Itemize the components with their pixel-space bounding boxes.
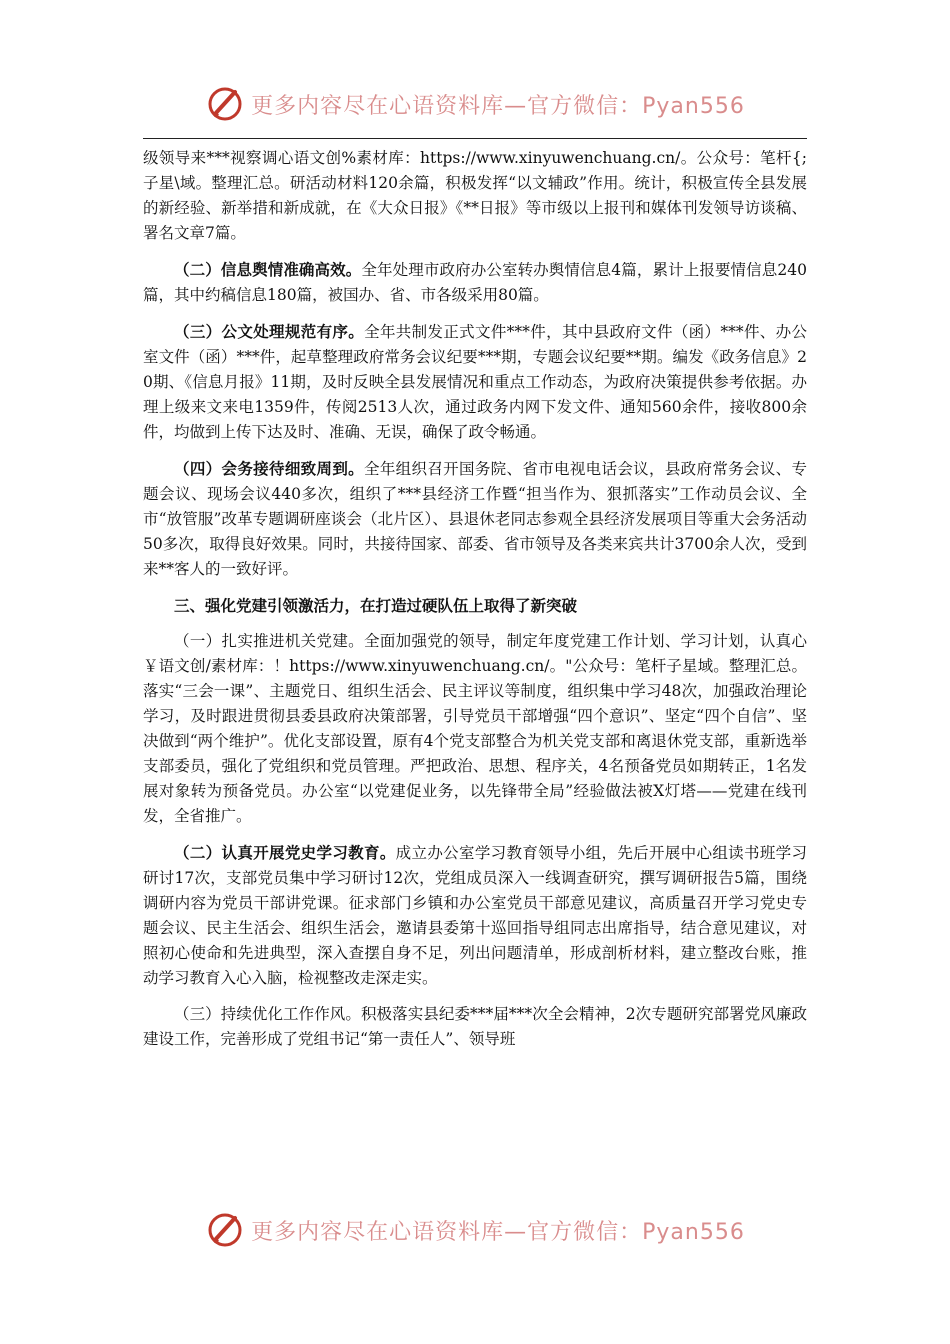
paragraph-lead: （二）信息舆情准确高效。 (174, 260, 362, 279)
paragraph-lead: （二）认真开展党史学习教育。 (174, 843, 396, 862)
paragraph-document-handling (143, 319, 807, 445)
paragraph-text: （一）扎实推进机关党建。全面加强党的领导，制定年度党建工作计划、学习计划，认真心￥语文创/素材库：！https://www.xinyuwenchuang.cn/。"公众号：笔杆子星域。整理汇总。落实“三会一课”、主题党日、组织生活会、民主评议等制度，组织集中学习48次，加强政治理论学习，及时跟进贯彻县委县政府决策部署，引导党员干部增强“四个意识”、坚定“四个自信”、坚决做到“两个维护”。优化支部设置，原有4个党支部整合为机关党支部和离退休党支部，重新选举支部委员，强化了党组织和党员管理。严把政治、思想、程序关，4名预备党员如期转正，1名发展对象转为预备党员。办公室“以党建促业务，以先锋带全局”经验做法被X灯塔——党建在线刊发，全省推广。 (143, 632, 807, 825)
paragraph-continuation (143, 146, 807, 246)
paragraph-info-public-opinion (143, 257, 807, 308)
paragraph-text: 成立办公室学习教育领导小组，先后开展中心组读书班学习研讨17次，支部党员集中学习研讨12次，党组成员深入一线调查研究，撰写调研报告5篇，围绕调研内容为党员干部讲党课。征求部门乡镇和办公室党员干部意见建议，高质量召开学习党史专题会议、民主生活会、组织生活会，邀请县委第十巡回指导组同志出席指导，结合意见建议，对照初心使命和先进典型，深入查摆自身不足，列出问题清单，形成剖析材料，建立整改台账，推动学习教育入心入脑，检视整改走深走实。 (143, 844, 807, 987)
paragraph-meeting-reception (143, 456, 807, 582)
section-heading: 三、强化党建引领激活力，在打造过硬队伍上取得了新突破 (174, 596, 578, 615)
paragraph-text: 全年共制发正式文件***件，其中县政府文件（函）***件、办公室文件（函）***件，起草整理政府常务会议纪要***期，专题会议纪要**期。编发《政务信息》20期、《信息月报》11期，及时反映全县发展情况和重点工作动态，为政府决策提供参考依据。办理上级来文来电1359件，传阅2513人次，通过政务内网下发文件、通知560余件，接收800余件，均做到上传下达及时、准确、无误，确保了政令畅通。 (143, 323, 807, 441)
paragraph-text: 全年处理市政府办公室转办舆情信息4篇，累计上报要情信息240篇，其中约稿信息180篇，被国办、省、市各级采用80篇。 (143, 261, 807, 304)
header-banner-text: 更多内容尽在心语资料库—官方微信：Pyan556 (251, 93, 745, 119)
paragraph-text: 全年组织召开国务院、省市电视电话会议，县政府常务会议、专题会议、现场会议440多次，组织了***县经济工作暨“担当作为、狠抓落实”工作动员会议、全市“放管服”改革专题调研座谈会（北片区）、县退休老同志参观全县经济发展项目等重大会务活动50多次，取得良好效果。同时，共接待国家、部委、省市领导及各类来宾共计3700余人次，受到来**客人的一致好评。 (143, 460, 807, 578)
paragraph-text: 级领导来***视察调心语文创%素材库：https://www.xinyuwenchuang.cn/。公众号：笔杆{;子星\域。整理汇总。研活动材料120余篇，积极发挥“以文辅政”作用。统计，积极宣传全县发展的新经验、新举措和新成就，在《大众日报》《**日报》等市级以上报刊和媒体刊发领导访谈稿、署名文章7篇。 (143, 149, 807, 242)
paragraph-lead: （四）会务接待细致周到。 (174, 459, 364, 478)
header-banner (0, 80, 950, 128)
document-body (143, 146, 807, 1063)
paragraph-party-history (143, 840, 807, 991)
paragraph-party-building (143, 629, 807, 829)
paragraph-work-style (143, 1002, 807, 1052)
pen-logo-icon (205, 84, 245, 124)
paragraph-lead: （三）公文处理规范有序。 (174, 322, 365, 341)
pen-logo-icon (205, 1210, 245, 1250)
header-divider (143, 138, 807, 139)
footer-banner (0, 1206, 950, 1254)
footer-banner-text: 更多内容尽在心语资料库—官方微信：Pyan556 (251, 1219, 745, 1245)
paragraph-text: （三）持续优化工作作风。积极落实县纪委***届***次全会精神，2次专题研究部署党风廉政建设工作，完善形成了党组书记“第一责任人”、领导班 (143, 1005, 807, 1048)
